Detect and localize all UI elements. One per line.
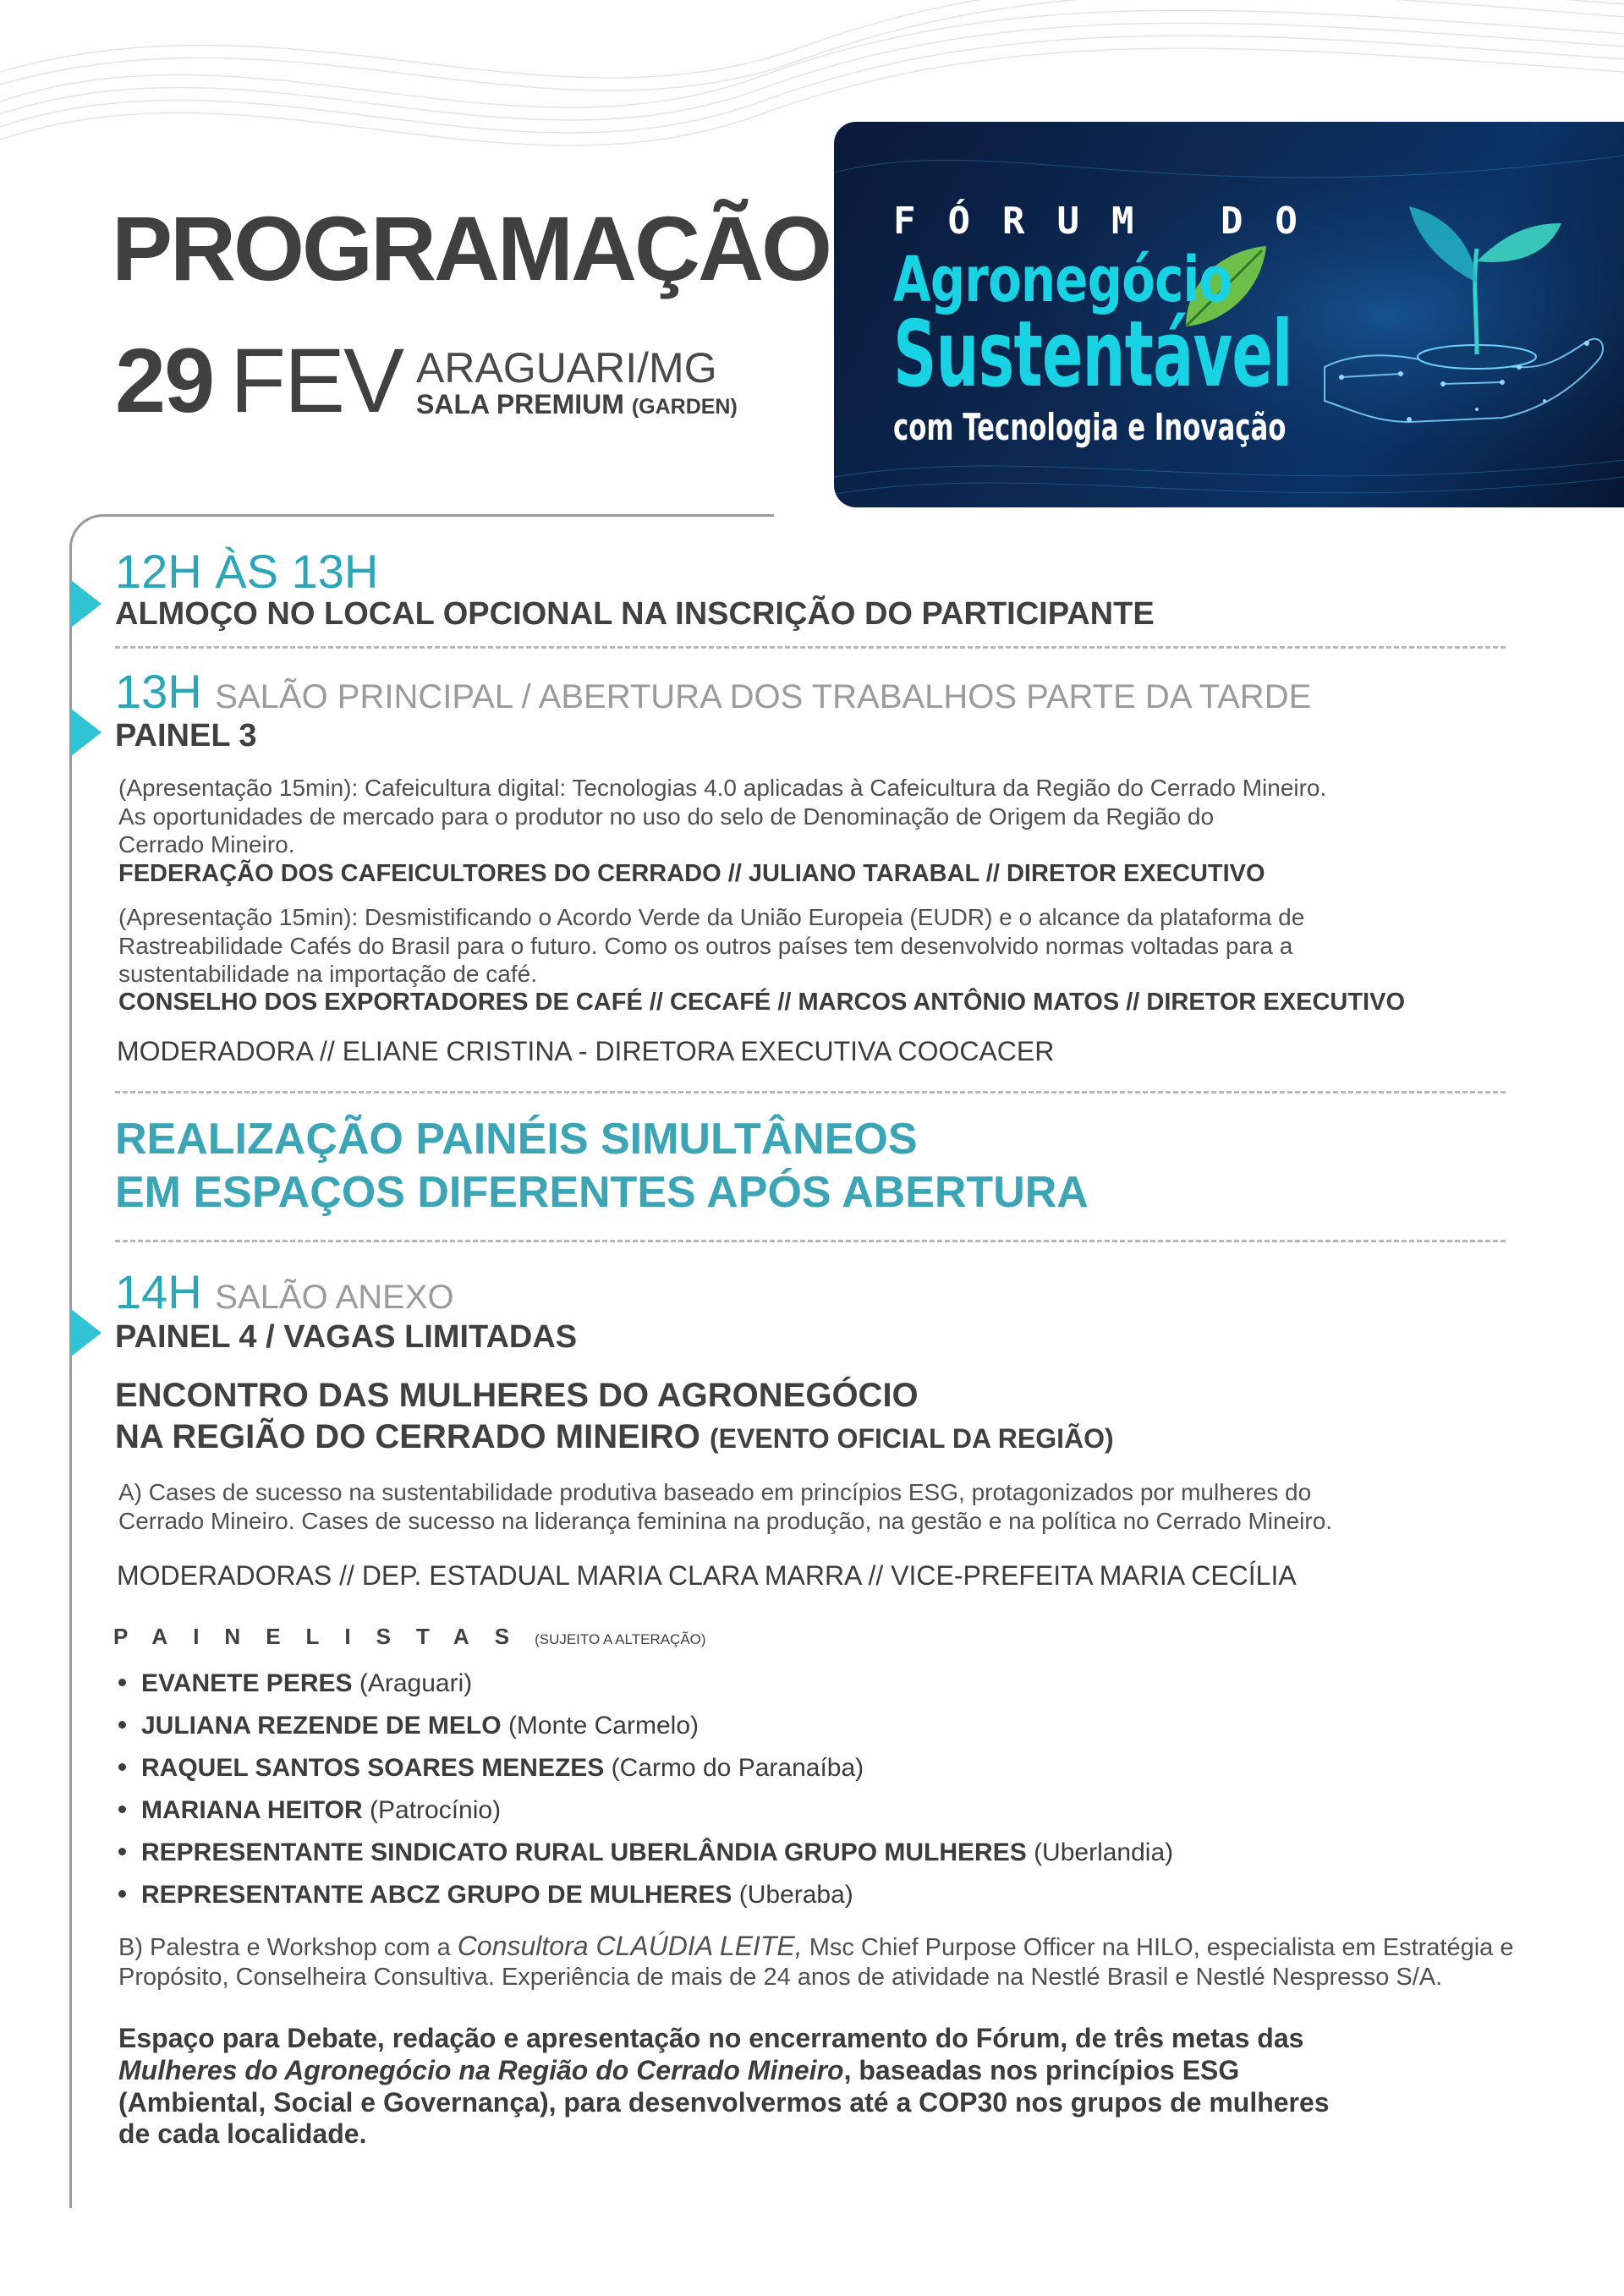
event-room [416, 391, 738, 418]
simultaneous-heading [115, 1113, 1089, 1220]
consultant-name: Consultora CLAÚDIA LEITE, [457, 1931, 803, 1961]
session2-heading [115, 665, 1312, 718]
session2-talk1-speaker: FEDERAÇÃO DOS CAFEICULTORES DO CERRADO // JULIANO TARABAL // DIRETOR EXECUTIVO [118, 860, 1265, 887]
closing-line3: (Ambiental, Social e Governança), para desenvolvermos até a COP30 nos grupos de mulheres [118, 2086, 1330, 2118]
session1-title: ALMOÇO NO LOCAL OPCIONAL NA INSCRIÇÃO DO PARTICIPANTE [115, 596, 1155, 632]
bullet-icon [118, 1679, 126, 1686]
closing-line1: Espaço para Debate, redação e apresentação no encerramento do Fórum, de três metas das [118, 2023, 1304, 2053]
panelist-name: REPRESENTANTE ABCZ GRUPO DE MULHERES [141, 1881, 732, 1909]
bullet-icon [118, 1721, 126, 1729]
talk1-line: As oportunidades de mercado para o produtor no uso do selo de Denominação de Origem da Região do [118, 803, 1215, 830]
event-month: FEV [230, 329, 403, 431]
event-title-region: NA REGIÃO DO CERRADO MINEIRO [115, 1417, 700, 1455]
session2-talk2 [118, 903, 1304, 989]
event-title-line2 [115, 1417, 1114, 1458]
session2-location: SALÃO PRINCIPAL / ABERTURA DOS TRABALHOS PARTE DA TARDE [215, 678, 1312, 715]
session3-description-b [118, 1930, 1514, 1992]
desc-b-pre: B) Palestra e Workshop com a [118, 1934, 458, 1961]
session2-talk1 [118, 774, 1326, 859]
session2-talk2-speaker: CONSELHO DOS EXPORTADORES DE CAFÉ // CECAFÉ // MARCOS ANTÔNIO MATOS // DIRETOR EXECUTIVO [118, 989, 1406, 1016]
event-day: 29 [115, 329, 214, 431]
event-city: ARAGUARI/MG [416, 344, 717, 392]
forum-banner [834, 122, 1624, 507]
banner-line1: FÓRUM DO [893, 200, 1330, 243]
room-name: SALA PREMIUM [416, 389, 624, 419]
session3-heading [115, 1265, 454, 1318]
talk2-line: Rastreabilidade Cafés do Brasil para o futuro. Como os outros países tem desenvolvido normas voltadas para a [118, 932, 1293, 959]
panelist-name: REPRESENTANTE SINDICATO RURAL UBERLÂNDIA GRUPO MULHERES [141, 1838, 1027, 1866]
session1-time: 12H ÀS 13H [115, 545, 379, 598]
session2-time: 13H [115, 665, 202, 718]
bullet-icon [118, 1806, 126, 1813]
closing-statement [118, 2023, 1330, 2151]
desc-b-line2: Propósito, Conselheira Consultiva. Experiência de mais de 24 anos de atividade na Nestlé Brasil e Nestlé Nespresso S/A. [118, 1963, 1443, 1991]
timeline-arrow-icon [71, 1309, 102, 1356]
panelist-item [117, 1663, 1173, 1705]
event-title-official: (EVENTO OFICIAL DA REGIÃO) [710, 1422, 1114, 1454]
timeline-arrow-icon [71, 709, 102, 756]
panelist-name: RAQUEL SANTOS SOARES MENEZES [141, 1754, 605, 1782]
talk1-line: (Apresentação 15min): Cafeicultura digital: Tecnologias 4.0 aplicadas à Cafeicultura da Região do Cerrado Mineiro. [118, 775, 1327, 801]
panelist-item [117, 1789, 1173, 1832]
desc-b-line1 [118, 1930, 1514, 1963]
panelist-city: (Araguari) [359, 1669, 473, 1697]
session3-event-title [115, 1375, 1114, 1458]
banner-line3: Sustentável [893, 302, 1292, 408]
panelist-city: (Patrocínio) [370, 1796, 502, 1824]
session3-location: SALÃO ANEXO [215, 1279, 454, 1316]
session2-panel: PAINEL 3 [115, 718, 257, 753]
desc-b-post: Msc Chief Purpose Officer na HILO, especialista em Estratégia e [802, 1934, 1514, 1961]
desc-a-line: A) Cases de sucesso na sustentabilidade produtiva baseado em princípios ESG, protagonizados por mulheres do [118, 1479, 1312, 1505]
panelist-city: (Uberaba) [738, 1881, 853, 1909]
divider [115, 1240, 1506, 1242]
session3-moderators: MODERADORAS // DEP. ESTADUAL MARIA CLARA MARRA // VICE-PREFEITA MARIA CECÍLIA [117, 1560, 1297, 1591]
event-title-line1: ENCONTRO DAS MULHERES DO AGRONEGÓCIO [115, 1377, 919, 1414]
session3-panel: PAINEL 4 / VAGAS LIMITADAS [115, 1319, 578, 1355]
talk2-line: sustentabilidade na importação de café. [118, 961, 537, 988]
closing-line2 [118, 2055, 1330, 2087]
closing-post: , baseadas nos princípios ESG [843, 2054, 1240, 2085]
panelist-item [117, 1747, 1173, 1789]
banner-line4: com Tecnologia e Inovação [893, 406, 1287, 449]
page-title: PROGRAMAÇÃO [112, 197, 830, 299]
panelist-name: MARIANA HEITOR [141, 1796, 363, 1824]
panelist-item [117, 1874, 1173, 1916]
session3-description-a [118, 1478, 1332, 1535]
panelist-name: JULIANA REZENDE DE MELO [141, 1712, 502, 1740]
panelists-list [117, 1663, 1173, 1916]
panelists-heading [113, 1624, 706, 1650]
talk1-line: Cerrado Mineiro. [118, 831, 295, 858]
digital-hand-icon [1308, 156, 1621, 477]
panelist-item [117, 1705, 1173, 1747]
session2-moderator: MODERADORA // ELIANE CRISTINA - DIRETORA EXECUTIVA COOCACER [117, 1036, 1055, 1066]
closing-italic: Mulheres do Agronegócio na Região do Cerrado Mineiro [118, 2054, 844, 2085]
room-detail: (GARDEN) [631, 395, 738, 419]
desc-a-line: Cerrado Mineiro. Cases de sucesso na liderança feminina na produção, na gestão e na política no Cerrado Mineiro. [118, 1507, 1333, 1534]
divider [115, 1091, 1506, 1093]
bullet-icon [118, 1848, 126, 1855]
panelist-city: (Uberlandia) [1034, 1838, 1174, 1866]
panelist-item [117, 1832, 1173, 1874]
panelists-label: PAINELISTAS [113, 1624, 535, 1649]
panelist-name: EVANETE PERES [141, 1669, 353, 1697]
simultaneous-line2: EM ESPAÇOS DIFERENTES APÓS ABERTURA [115, 1168, 1089, 1218]
bullet-icon [118, 1763, 126, 1771]
talk2-line: (Apresentação 15min): Desmistificando o Acordo Verde da União Europeia (EUDR) e o alcance da plataforma de [118, 904, 1305, 930]
simultaneous-line1: REALIZAÇÃO PAINÉIS SIMULTÂNEOS [115, 1115, 918, 1164]
closing-line4: de cada localidade. [118, 2118, 367, 2150]
bullet-icon [118, 1890, 126, 1898]
banner-line2: Agronegócio [893, 244, 1232, 316]
timeline-arrow-icon [71, 580, 102, 627]
panelist-city: (Carmo do Paranaíba) [611, 1754, 864, 1782]
divider [115, 646, 1506, 649]
panelist-city: (Monte Carmelo) [508, 1712, 699, 1740]
panelists-note: (SUJEITO A ALTERAÇÃO) [535, 1631, 706, 1647]
session3-time: 14H [115, 1265, 202, 1318]
